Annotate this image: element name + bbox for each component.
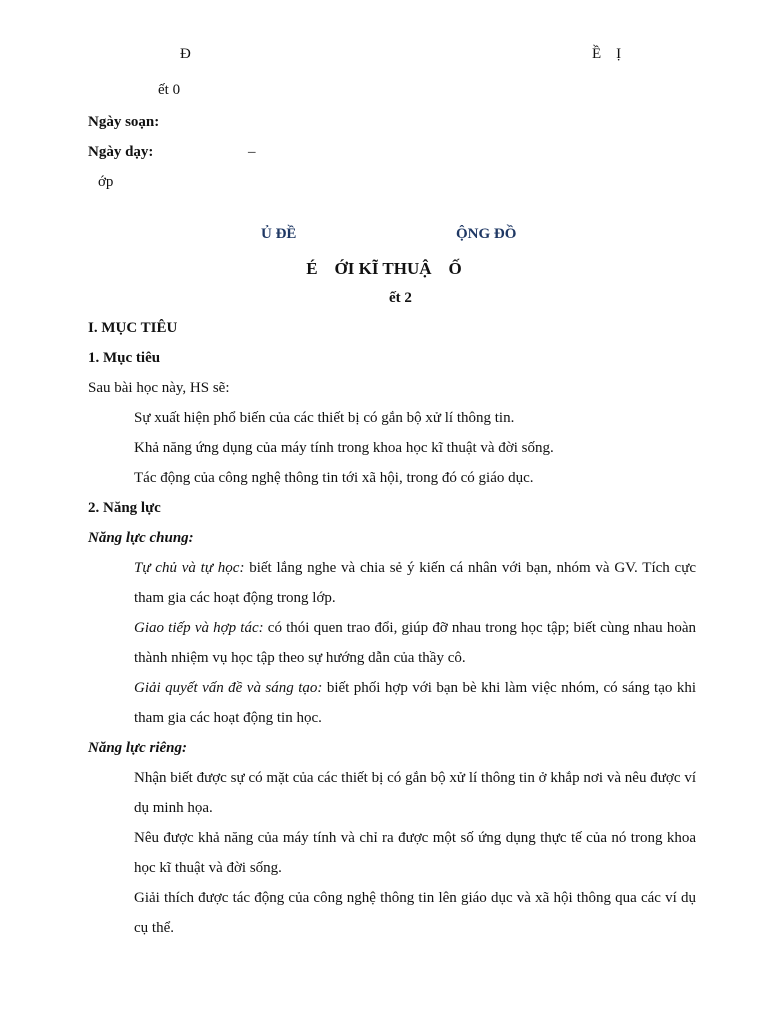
specific-competency-item: Nêu được khả năng của máy tính và chỉ ra được một số ứng dụng thực tế của nó trong khoa học kĩ thuật và đời sống. (134, 830, 696, 876)
competency-label: Giao tiếp và hợp tác: (134, 620, 264, 636)
general-competency-heading: Năng lực chung: (88, 530, 194, 546)
general-competency-item (134, 613, 696, 673)
specific-competency-item: Nhận biết được sự có mặt của các thiết bị có gắn bộ xử lí thông tin ở khắp nơi và nêu được ví dụ minh họa. (134, 770, 696, 816)
subsection-objectives: 1. Mục tiêu (88, 350, 161, 366)
section-heading: I. MỤC TIÊU (88, 320, 178, 336)
specific-competency-heading: Năng lực riêng: (88, 740, 187, 756)
competency-text: có thói quen trao đổi, giúp đỡ nhau trong học tập; biết cùng nhau hoàn thành nhiệm vụ học tập theo sự hướng dẫn của thầy cô. (134, 620, 696, 666)
competency-text: biết lắng nghe và chia sẻ ý kiến cá nhân với bạn, nhóm và GV. Tích cực tham gia các hoạt động trong lớp. (134, 560, 697, 606)
prep-date-label: Ngày soạn: (88, 114, 160, 130)
general-competency-item (134, 673, 696, 733)
competency-text: biết phối hợp với bạn bè khi làm việc nhóm, có sáng tạo khi tham gia các hoạt động tin học. (134, 680, 696, 726)
objective-item: Khả năng ứng dụng của máy tính trong khoa học kĩ thuật và đời sống. (134, 440, 554, 456)
general-competency-item (134, 553, 696, 613)
topic-right: ỘNG ĐỒ (456, 226, 517, 242)
objectives-intro: Sau bài học này, HS sẽ: (88, 380, 230, 396)
lesson-title: É ỚI KĨ THUẬ Ố (306, 259, 462, 278)
topic-left: Ủ ĐỀ (261, 226, 297, 242)
lesson-number: ết 0 (158, 82, 181, 98)
class-label: ớp (98, 174, 114, 190)
header-left-fragment: Đ (180, 46, 191, 62)
competency-label: Giải quyết vấn đề và sáng tạo: (134, 680, 323, 696)
teach-date-dash: – (248, 144, 256, 160)
lesson-period: ết 2 (389, 290, 412, 306)
objective-item: Sự xuất hiện phổ biến của các thiết bị có gắn bộ xử lí thông tin. (134, 410, 515, 426)
specific-competency-item: Giải thích được tác động của công nghệ thông tin lên giáo dục và xã hội thông qua các ví dụ cụ thể. (134, 890, 696, 936)
teach-date-label: Ngày dạy: (88, 144, 154, 160)
subsection-competencies: 2. Năng lực (88, 500, 161, 516)
competency-label: Tự chủ và tự học: (134, 560, 245, 576)
header-right-fragment: Ề Ị (592, 46, 622, 62)
objective-item: Tác động của công nghệ thông tin tới xã hội, trong đó có giáo dục. (134, 470, 534, 486)
